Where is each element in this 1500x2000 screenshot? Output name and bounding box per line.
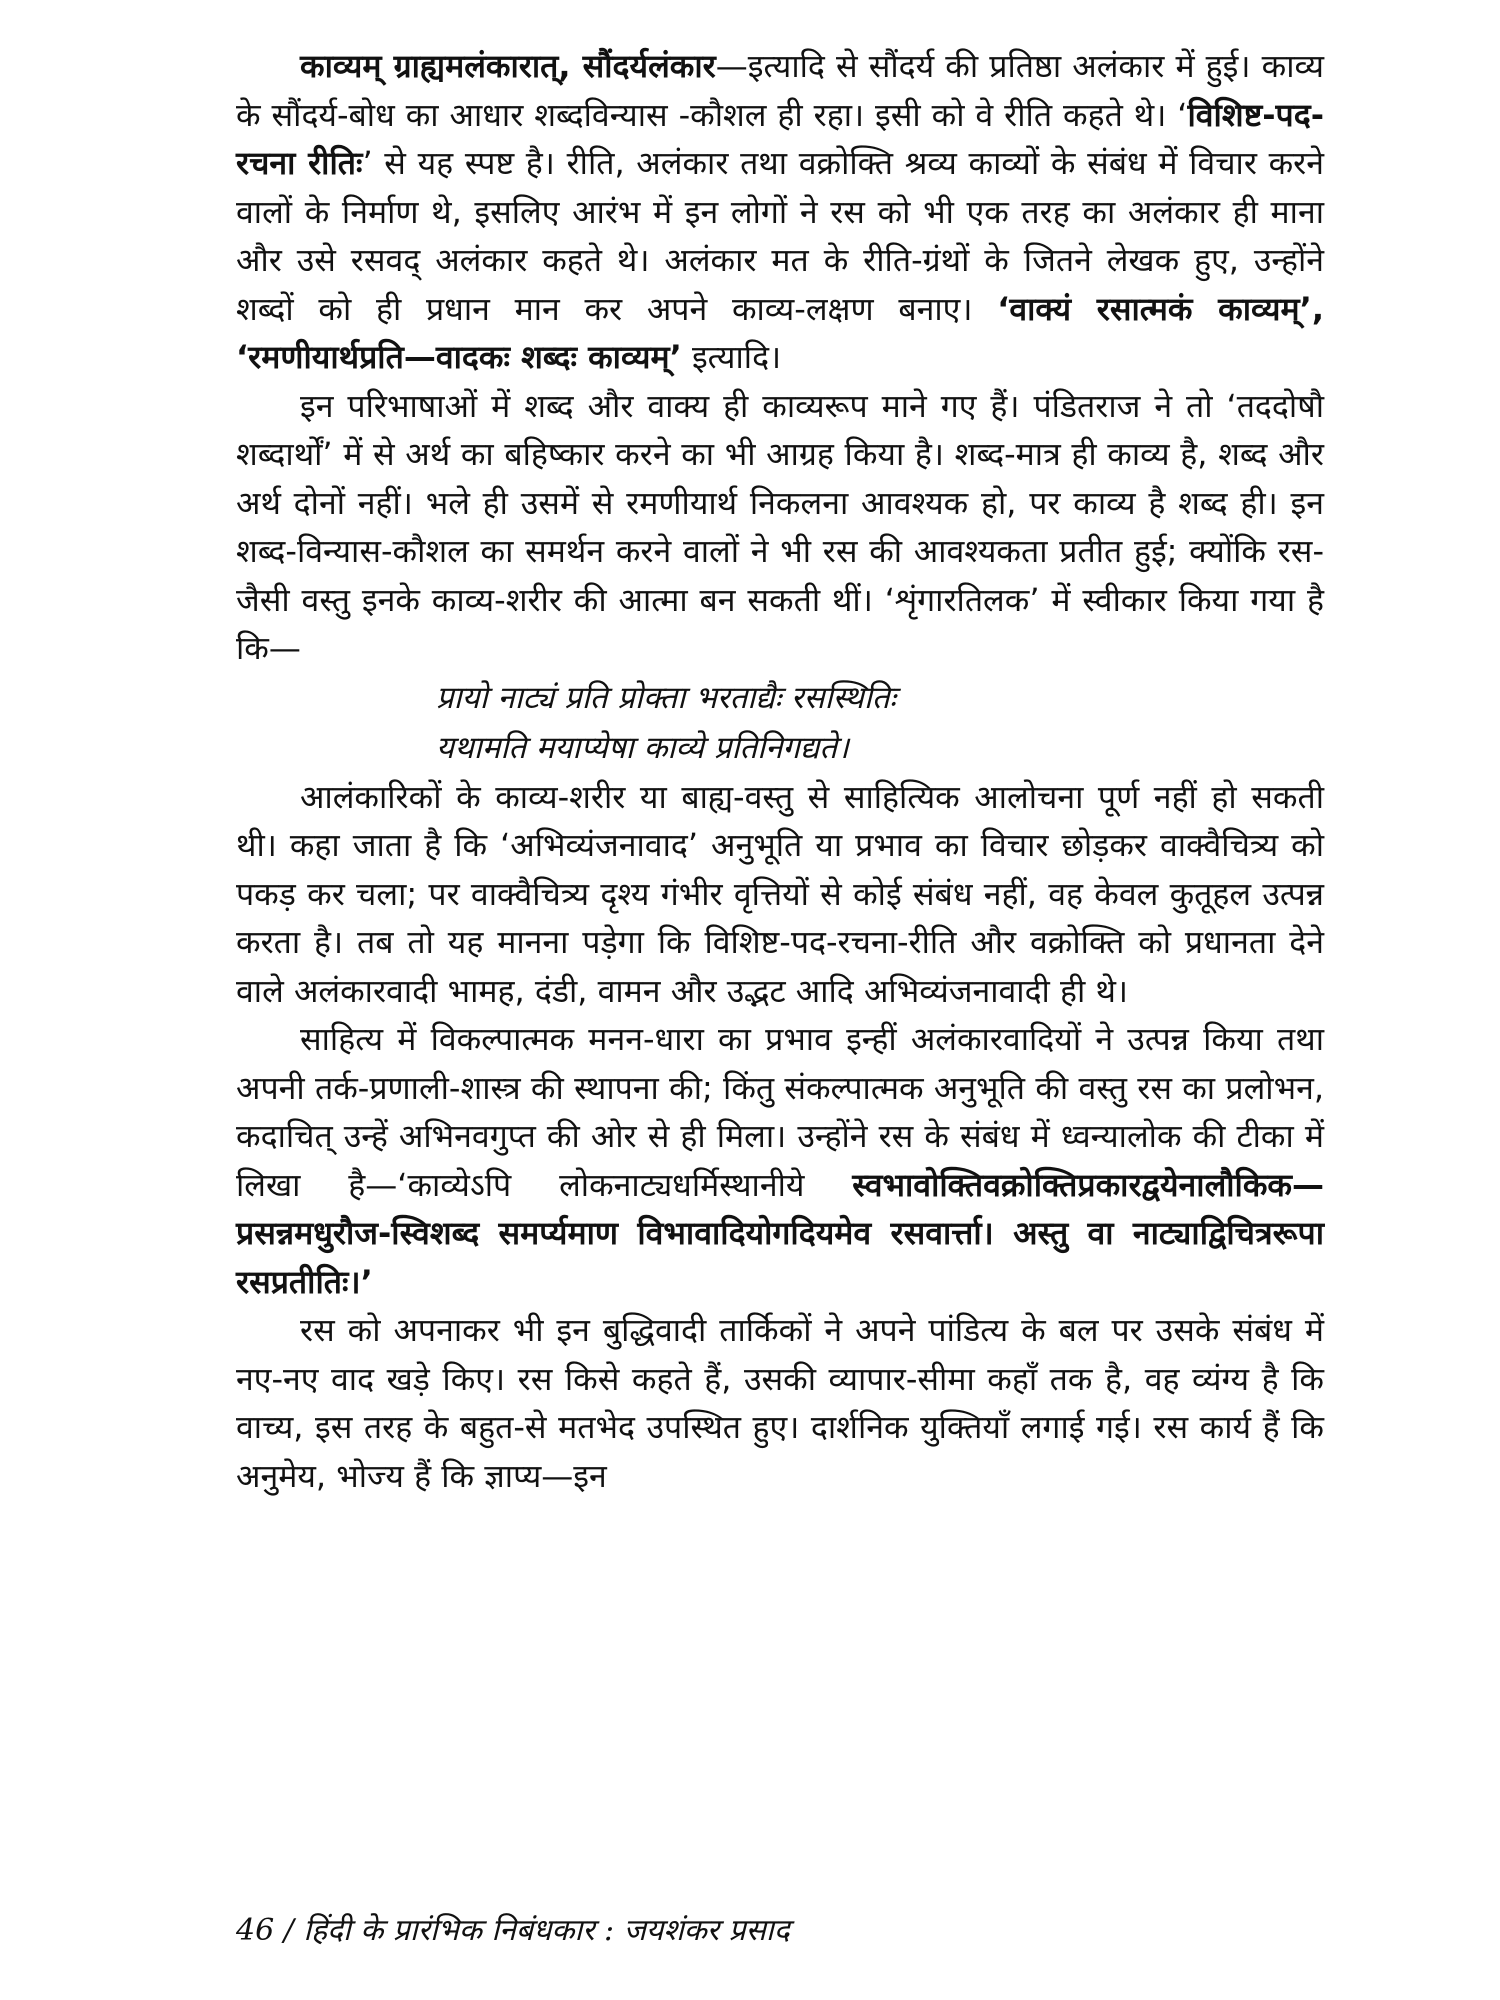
paragraph-2 (236, 382, 1324, 673)
text-run: —इत्यादि से सौंदर्य की प्रतिष्ठा अलंकार में हुई। काव्य के सौंदर्य-बोध का आधार शब्दविन्यास -कौशल ही रहा। इसी को वे रीति कहते थे। ‘ (236, 47, 1324, 134)
verse-line-1: प्रायो नाट्यं प्रति प्रोक्ता भरताद्यैः रसस्थितिः (436, 679, 896, 716)
verse-line-2: यथामति मयाप्येषा काव्ये प्रतिनिगद्यते। (436, 729, 849, 766)
verse-block (236, 673, 1324, 773)
sanskrit-quote-1: काव्यम् ग्राह्यमलंकारात्, सौंदर्यलंकार (300, 47, 716, 85)
text-run: ’ से यह स्पष्ट है। रीति, अलंकार तथा वक्रोक्ति श्रव्य काव्यों के संबंध में विचार करने वालों के निर्माण थे, इसलिए आरंभ में इन लोगों ने रस को भी एक तरह का अलंकार ही माना और उसे रसवद् अलंकार कहते थे। अलंकार मत के रीति-ग्रंथों के जितने लेखक हुए, उन्होंने शब्दों को ही प्रधान मान कर अपने काव्य-लक्षण बनाए। (236, 144, 1325, 328)
paragraph-5 (236, 1306, 1324, 1500)
paragraph-1 (236, 42, 1324, 382)
text-run: इत्यादि। (681, 338, 782, 376)
page-body (236, 42, 1324, 1500)
paragraph-4 (236, 1015, 1324, 1306)
text-run: रस को अपनाकर भी इन बुद्धिवादी तार्किकों ने अपने पांडित्य के बल पर उसके संबंध में नए-नए वाद खड़े किए। रस किसे कहते हैं, उसकी व्यापार-सीमा कहाँ तक है, वह व्यंग्य है कि वाच्य, इस तरह के बहुत-से मतभेद उपस्थित हुए। दार्शनिक युक्तियाँ लगाई गई। रस कार्य हैं कि अनुमेय, भोज्य हैं कि ज्ञाप्य—इन (236, 1311, 1324, 1495)
sanskrit-quote-4: स्वभावोक्तिवक्रोक्तिप्रकारद्वयेनालौकिक—प्रसन्नमधुरौज-स्विशब्द समर्प्यमाण विभावादियोगदियमेव रसवार्त्ता। अस्तु वा नाट्याद्विचित्ररूपा रसप्रतीतिः।’ (236, 1165, 1324, 1301)
sanskrit-quote-3: ‘वाक्यं रसात्मकं काव्यम्’, ‘रमणीयार्थप्रति—वादकः शब्दः काव्यम्’ (236, 289, 1324, 376)
sanskrit-quote-2: विशिष्ट-पद-रचना रीतिः (236, 95, 1324, 182)
text-run: साहित्य में विकल्पात्मक मनन-धारा का प्रभाव इन्हीं अलंकारवादियों ने उत्पन्न किया तथा अपनी तर्क-प्रणाली-शास्त्र की स्थापना की; किंतु संकल्पात्मक अनुभूति की वस्तु रस का प्रलोभन, कदाचित् उन्हें अभिनवगुप्त की ओर से ही मिला। उन्होंने रस के संबंध में ध्वन्यालोक की टीका में लिखा है—‘काव्येऽपि लोकनाट्यधर्मिस्थानीये (236, 1020, 1324, 1204)
paragraph-3 (236, 773, 1324, 1016)
text-run: आलंकारिकों के काव्य-शरीर या बाह्य-वस्तु से साहित्यिक आलोचना पूर्ण नहीं हो सकती थी। कहा जाता है कि ‘अभिव्यंजनावाद’ अनुभूति या प्रभाव का विचार छोड़कर वाक्वैचित्र्य को पकड़ कर चला; पर वाक्वैचित्र्य दृश्य गंभीर वृत्तियों से कोई संबंध नहीं, वह केवल कुतूहल उत्पन्न करता है। तब तो यह मानना पड़ेगा कि विशिष्ट-पद-रचना-रीति और वक्रोक्ति को प्रधानता देने वाले अलंकारवादी भामह, दंडी, वामन और उद्भट आदि अभिव्यंजनावादी ही थे। (236, 777, 1324, 1010)
text-run: इन परिभाषाओं में शब्द और वाक्य ही काव्यरूप माने गए हैं। पंडितराज ने तो ‘तददोषौ शब्दार्थों’ में से अर्थ का बहिष्कार करने का भी आग्रह किया है। शब्द-मात्र ही काव्य है, शब्द और अर्थ दोनों नहीं। भले ही उसमें से रमणीयार्थ निकलना आवश्यक हो, पर काव्य है शब्द ही। इन शब्द-विन्यास-कौशल का समर्थन करने वालों ने भी रस की आवश्यकता प्रतीत हुई; क्योंकि रस-जैसी वस्तु इनके काव्य-शरीर की आत्मा बन सकती थीं। ‘शृंगारतिलक’ में स्वीकार किया गया है कि— (236, 386, 1324, 667)
page-footer: 46 / हिंदी के प्रारंभिक निबंधकार : जयशंकर प्रसाद (236, 1913, 790, 1948)
